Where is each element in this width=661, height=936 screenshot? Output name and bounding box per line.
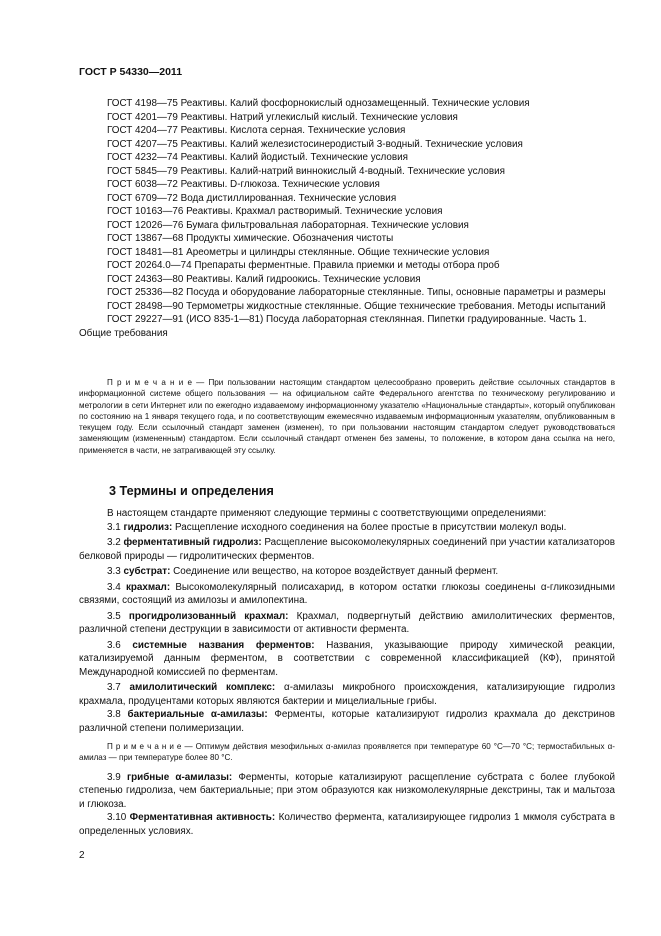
term-definition: Крахмал, подвергнутый действию амилолитических ферментов, различной степени деструкции в зависимости от активности фермента. [79, 610, 616, 635]
term-name: бактериальные α-амилазы: [127, 709, 268, 720]
normative-references-list [79, 97, 615, 340]
terms-section [79, 507, 615, 838]
reference-item: ГОСТ 4198—75 Реактивы. Калий фосфорнокислый однозамещенный. Технические условия [107, 98, 530, 109]
reference-item: ГОСТ 4232—74 Реактивы. Калий йодистый. Технические условия [107, 152, 409, 163]
term-definition: Соединение или вещество, на которое воздействует данный фермент. [170, 566, 499, 577]
reference-item: ГОСТ 18481—81 Ареометры и цилиндры стеклянные. Общие технические условия [107, 246, 490, 258]
term-definition: Ферменты, которые катализируют расщепление субстрата с более глубокой степенью гидролиза, чем бактериальные; при этом образуются как низкомолекулярные декстрины, так и мальтоза и глюкоза. [79, 771, 615, 810]
term-number: 3.5 [107, 610, 121, 622]
term-number: 3.8 [107, 709, 121, 720]
reference-item: ГОСТ 5845—79 Реактивы. Калий-натрий виннокислый 4-водный. Технические условия [107, 165, 506, 177]
reference-item: ГОСТ 4201—79 Реактивы. Натрий углекислый кислый. Технические условия [107, 111, 458, 123]
reference-item: ГОСТ 24363—80 Реактивы. Калий гидроокись. Технические условия [107, 273, 421, 285]
term-definition: Количество фермента, катализирующее гидролиз 1 мкмоля субстрата в определенных условиях. [79, 812, 615, 837]
references-note [79, 377, 615, 456]
note-paragraph [79, 377, 615, 456]
reference-item: ГОСТ 4204—77 Реактивы. Кислота серная. Технические условия [107, 125, 406, 136]
reference-item: ГОСТ 10163—76 Реактивы. Крахмал растворимый. Технические условия [107, 206, 443, 217]
term-name: субстрат: [123, 566, 171, 577]
term-definition: α-амилазы микробного происхождения, катализирующие гидролиз крахмала, продуцентами которых являются бактерии и мицелиальные грибы. [79, 682, 615, 707]
term-name: системные названия ферментов: [132, 639, 315, 651]
term-name: прогидролизованный крахмал: [128, 610, 289, 622]
term-item [79, 811, 615, 838]
term-name: амилолитический комплекс: [129, 682, 276, 693]
term-name: гидролиз: [123, 521, 173, 533]
term-number: 3.7 [107, 682, 121, 693]
term-item [79, 771, 615, 812]
terms-note [79, 741, 615, 764]
reference-item: ГОСТ 6038—72 Реактивы. D-глюкоза. Технические условия [107, 179, 380, 190]
reference-item: ГОСТ 4207—75 Реактивы. Калий железистосинеродистый 3-водный. Технические условия [107, 138, 523, 150]
term-name: ферментативный гидролиз: [123, 537, 262, 548]
term-item [79, 565, 615, 579]
page-number: 2 [79, 850, 85, 861]
term-item [79, 521, 615, 535]
note-text: — Оптимум действия мезофильных α-амилаз проявляется при температуре 60 °С—70 °С; термостабильных α-амилаз — при температуре более 80 °С. [79, 742, 615, 763]
term-number: 3.6 [107, 639, 121, 651]
note-text: — При пользовании настоящим стандартом целесообразно проверить действие ссылочных стандартов в информационной системе общего пользования — на официальном сайте Федерального агентства по техническому регулированию и метрологии в сети Интернет или по ежегодно издаваемому информационному указателю «Национальные стандарты», который опубликован по состоянию на 1 января текущего года, и по соответствующим ежемесячно издаваемым информационным указателям, опубликованным в текущем году. Если ссылочный стандарт заменен (изменен), то при пользовании настоящим стандартом следует руководствоваться заменяющим (измененным) стандартом. Если ссылочный стандарт отменен без замены, то положение, в котором дана ссылка на него, применяется в части, не затрагивающей эту ссылку. [79, 378, 615, 455]
reference-item: ГОСТ 12026—76 Бумага фильтровальная лабораторная. Технические условия [107, 219, 469, 231]
section-title: 3 Термины и определения [109, 484, 274, 498]
term-item [79, 639, 615, 680]
term-definition: Расщепление высокомолекулярных соединений при участии катализаторов белковой природы — гидролитических ферментов. [79, 537, 615, 562]
term-name: крахмал: [125, 581, 171, 593]
term-item [79, 581, 615, 608]
term-number: 3.2 [107, 537, 121, 548]
section-intro: В настоящем стандарте применяют следующие термины с соответствующими определениями: [107, 508, 547, 519]
reference-item: ГОСТ 13867—68 Продукты химические. Обозначения чистоты [107, 233, 394, 244]
term-number: 3.4 [107, 581, 121, 593]
reference-item: ГОСТ 28498—90 Термометры жидкостные стеклянные. Общие технические требования. Методы испытаний [107, 300, 606, 312]
term-item [79, 610, 615, 637]
note-label: П р и м е ч а н и е [107, 742, 182, 751]
term-name: Ферментативная активность: [129, 812, 276, 824]
term-name: грибные α-амилазы: [126, 771, 233, 783]
note-label: П р и м е ч а н и е [107, 378, 192, 387]
reference-item: ГОСТ 6709—72 Вода дистиллированная. Технические условия [107, 192, 397, 204]
document-code: ГОСТ Р 54330—2011 [79, 66, 183, 78]
term-number: 3.10 [107, 812, 127, 824]
reference-item: ГОСТ 25336—82 Посуда и оборудование лабораторные стеклянные. Типы, основные параметры и размеры [107, 287, 606, 298]
term-item [79, 536, 615, 563]
term-number: 3.9 [107, 771, 121, 783]
term-definition: Названия, указывающие природу химической реакции, катализируемой данным ферментом, в соответствии с современной классификацией (КФ), принятой Международной комиссией по ферментам. [79, 639, 615, 678]
reference-item: ГОСТ 20264.0—74 Препараты ферментные. Правила приемки и методы отбора проб [107, 260, 500, 271]
term-definition: Ферменты, которые катализируют гидролиз крахмала до декстринов различной степени полимеризации. [79, 709, 615, 734]
term-number: 3.1 [107, 521, 121, 533]
term-definition: Расщепление исходного соединения на более простые в присутствии молекул воды. [172, 521, 567, 533]
term-item [79, 708, 615, 735]
term-item [79, 681, 615, 708]
term-definition: Высокомолекулярный полисахарид, в котором остатки глюкозы соединены α-гликозидными связями, состоящий из амилозы и амилопектина. [79, 581, 615, 606]
term-number: 3.3 [107, 566, 121, 577]
reference-item: ГОСТ 29227—91 (ИСО 835-1—81) Посуда лабораторная стеклянная. Пипетки градуированные. Часть 1. Общие требования [79, 314, 587, 339]
